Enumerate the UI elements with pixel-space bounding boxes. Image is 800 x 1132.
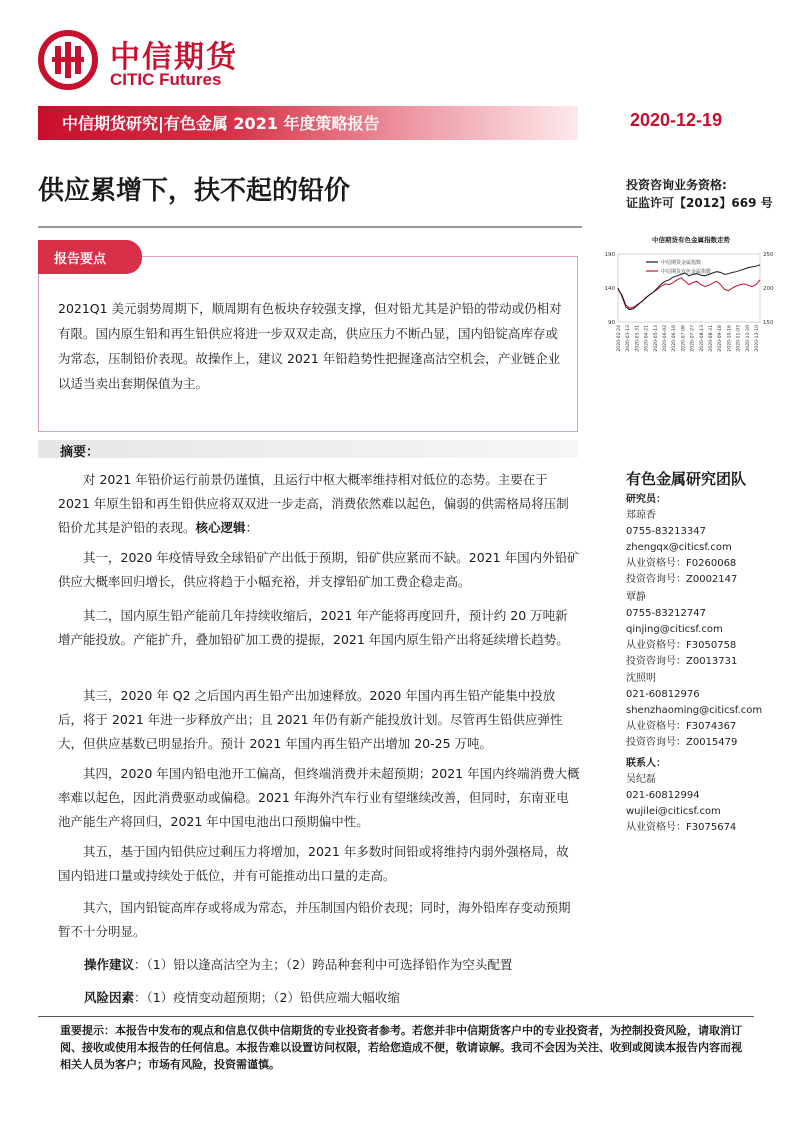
researcher-name: 郑琼香 [626, 510, 656, 521]
abstract-paragraph-6: 其五，基于国内铅供应过剩压力将增加，2021 年多数时间铅或将维持内弱外强格局，故国内铅进口量或持续处于低位，并有可能推动出口量的走高。 [58, 844, 569, 883]
abstract-paragraph-2: 其一，2020 年疫情导致全球铅矿产出低于预期，铅矿供应紧而不缺。2021 年国内外铅矿供应大概率回归增长，供应将趋于小幅充裕，并支撑铅矿加工费企稳走高。 [58, 550, 580, 589]
chart-x-tick-label: 2020-07-08 [681, 325, 687, 352]
researcher-email: qinjing@citicsf.com [626, 624, 723, 635]
logo-english-name: CITIC Futures [110, 70, 222, 89]
researcher-name: 覃静 [626, 592, 646, 603]
abstract-paragraph-5: 其四，2020 年国内铅电池开工偏高，但终端消费并未超预期；2021 年国内终端消费大概率难以起色，因此消费驱动或偏稳。2021 年海外汽车行业有望继续改善，但同时，东南亚电池产能生产将回归，2021 年中国电池出口预期偏中性。 [58, 766, 580, 829]
researcher-name: 沈照明 [626, 673, 656, 684]
contact-email: wujilei@citicsf.com [626, 806, 721, 817]
disclaimer: 重要提示：本报告中发布的观点和信息仅供中信期货的专业投资者参考。若您并非中信期货客户中的专业投资者，为控制投资风险，请取消订阅、接收或使用本报告的任何信息。本报告难以设置访问权限，若给您造成不便，敬请谅解。我司不会因为关注、收到或阅读本报告内容而视相关人员为客户；市场有风险，投资需谨慎。 [60, 1024, 742, 1071]
researcher-cert: 从业资格号：F3050758 [626, 640, 737, 651]
chart-left-tick-label: 140 [604, 286, 615, 292]
logo-chinese-name: 中信期货 [110, 40, 238, 75]
risk-factors [84, 988, 400, 1006]
title-divider [38, 226, 582, 228]
chart-x-tick-label: 2020-12-10 [755, 325, 760, 352]
chart-x-ticks [616, 325, 760, 352]
chart-x-tick-label: 2020-05-13 [653, 325, 659, 352]
chart-x-tick-label: 2020-06-19 [672, 325, 678, 352]
company-logo [38, 30, 278, 92]
report-series-title: 中信期货研究|有色金属 2021 年度策略报告 [62, 114, 380, 133]
contact-role: 联系人： [626, 758, 666, 769]
abstract-label: 摘要： [60, 445, 100, 460]
operation-advice-text: ：（1）铅以逢高沽空为主；（2）跨品种套利中可选择铅作为空头配置 [134, 957, 513, 972]
contact-cert: 从业资格号：F3075674 [626, 822, 737, 833]
chart-x-tick-label: 2020-07-27 [690, 325, 696, 352]
chart-left-tick-label: 190 [604, 252, 615, 258]
researcher-2 [626, 590, 737, 670]
chart-x-tick-label: 2020-08-31 [709, 325, 714, 352]
researcher-phone: 0755-83213347 [626, 526, 706, 537]
legend-label: 中信期货有色金属指数 [661, 269, 712, 275]
team-title: 有色金属研究团队 [626, 470, 747, 488]
paragraph-1-colon: ： [245, 520, 259, 535]
operation-advice [84, 955, 512, 973]
researcher-phone: 0755-83212747 [626, 608, 706, 619]
core-logic-label: 核心逻辑 [195, 520, 246, 535]
chart-x-tick-label: 2020-09-18 [718, 325, 724, 352]
chart-x-tick-label: 2020-03-13 [626, 325, 632, 352]
operation-advice-label: 操作建议 [84, 957, 135, 972]
chart-x-tick-label: 2020-02-24 [617, 325, 622, 352]
contact-name: 吴纪磊 [626, 774, 656, 785]
researcher-email: shenzhaoming@citicsf.com [626, 705, 763, 716]
abstract-paragraph-4: 其三，2020 年 Q2 之后国内再生铅产出加速释放。2020 年国内再生铅产能集中投放后，将于 2021 年进一步释放产出；且 2021 年仍有新产能投放计划。尽管再生铅供应弹性大，但供应基数已明显抬升。预计 2021 年国内再生铅产出增加 20-25 万吨。 [58, 688, 563, 751]
page-title: 供应累增下，扶不起的铅价 [38, 176, 351, 206]
chart-x-tick-label: 2020-03-31 [635, 325, 641, 352]
researcher-adv: 投资咨询号：Z0015479 [626, 737, 738, 748]
researcher-adv: 投资咨询号：Z0002147 [626, 574, 738, 585]
chart-x-tick-label: 2020-11-20 [745, 325, 751, 352]
index-trend-chart [594, 230, 788, 380]
paragraph-1-text: 对 2021 年铅价运行前景仍谨慎，且运行中枢大概率维持相对低位的态势。主要在于 2021 年原生铅和再生铅供应将双双进一步走高，消费依然难以起色，偏弱的供需格局将压制铅价尤其是沪铅的表现。 [58, 472, 569, 535]
risk-factors-text: ：（1）疫情变动超预期；（2）铅供应端大幅收缩 [134, 990, 400, 1005]
contact-person [626, 756, 736, 836]
abstract-header-bar [38, 440, 578, 458]
researcher-email: zhengqx@citicsf.com [626, 542, 732, 553]
citic-logo-icon [38, 30, 98, 90]
chart-x-tick-label: 2020-08-13 [699, 325, 705, 352]
abstract-paragraph-3: 其二，国内原生铅产能前几年持续收缩后，2021 年产能将再度回升，预计约 20 万吨新增产能投放。产能扩升，叠加铅矿加工费的提振，2021 年国内原生铅产出将延续增长趋势。 [58, 608, 569, 647]
chart-x-tick-label: 2020-06-02 [663, 325, 668, 352]
chart-right-tick-label: 200 [763, 286, 774, 292]
legend-label: 中信期货金属指数 [661, 260, 702, 266]
chart-left-tick-label: 90 [608, 320, 615, 326]
contact-phone: 021-60812994 [626, 790, 700, 801]
license-label: 投资咨询业务资格: [626, 178, 727, 192]
chart-right-tick-label: 150 [763, 320, 774, 326]
summary-text: 2021Q1 美元弱势周期下，顺周期有色板块存较强支撑，但对铅尤其是沪铅的带动或仍相对有限。国内原生铅和再生铅供应将进一步双双走高，供应压力不断凸显，国内铅锭高库存或为常态，压制铅价表现。故操作上，建议 2021 年铅趋势性把握逢高沽空机会，产业链企业以适当卖出套期保值为主。 [58, 301, 562, 391]
chart-right-tick-label: 250 [763, 252, 774, 258]
chart-legend [646, 259, 711, 275]
chart-title: 中信期货有色金属指数走势 [652, 236, 730, 244]
footer-divider [38, 1016, 754, 1017]
report-date: 2020-12-19 [630, 110, 723, 130]
researcher-3 [626, 671, 762, 751]
summary-tab-label: 报告要点 [54, 252, 107, 267]
chart-x-tick-label: 2020-10-16 [727, 325, 733, 352]
chart-x-tick-label: 2020-04-21 [644, 325, 650, 352]
abstract-paragraph-1 [58, 468, 580, 540]
researcher-adv: 投资咨询号：Z0013731 [626, 656, 738, 667]
chart-x-tick-label: 2020-11-03 [736, 325, 742, 352]
researcher-role: 研究员： [626, 494, 666, 505]
researcher-phone: 021-60812976 [626, 689, 700, 700]
license-number: 证监许可【2012】669 号 [626, 196, 773, 210]
researcher-1 [626, 492, 737, 588]
researcher-cert: 从业资格号：F0260068 [626, 558, 737, 569]
risk-factors-label: 风险因素 [84, 990, 135, 1005]
abstract-paragraph-7: 其六，国内铅锭高库存或将成为常态，并压制国内铅价表现；同时，海外铅库存变动预期暂不十分明显。 [58, 900, 571, 939]
researcher-cert: 从业资格号：F3074367 [626, 721, 737, 732]
